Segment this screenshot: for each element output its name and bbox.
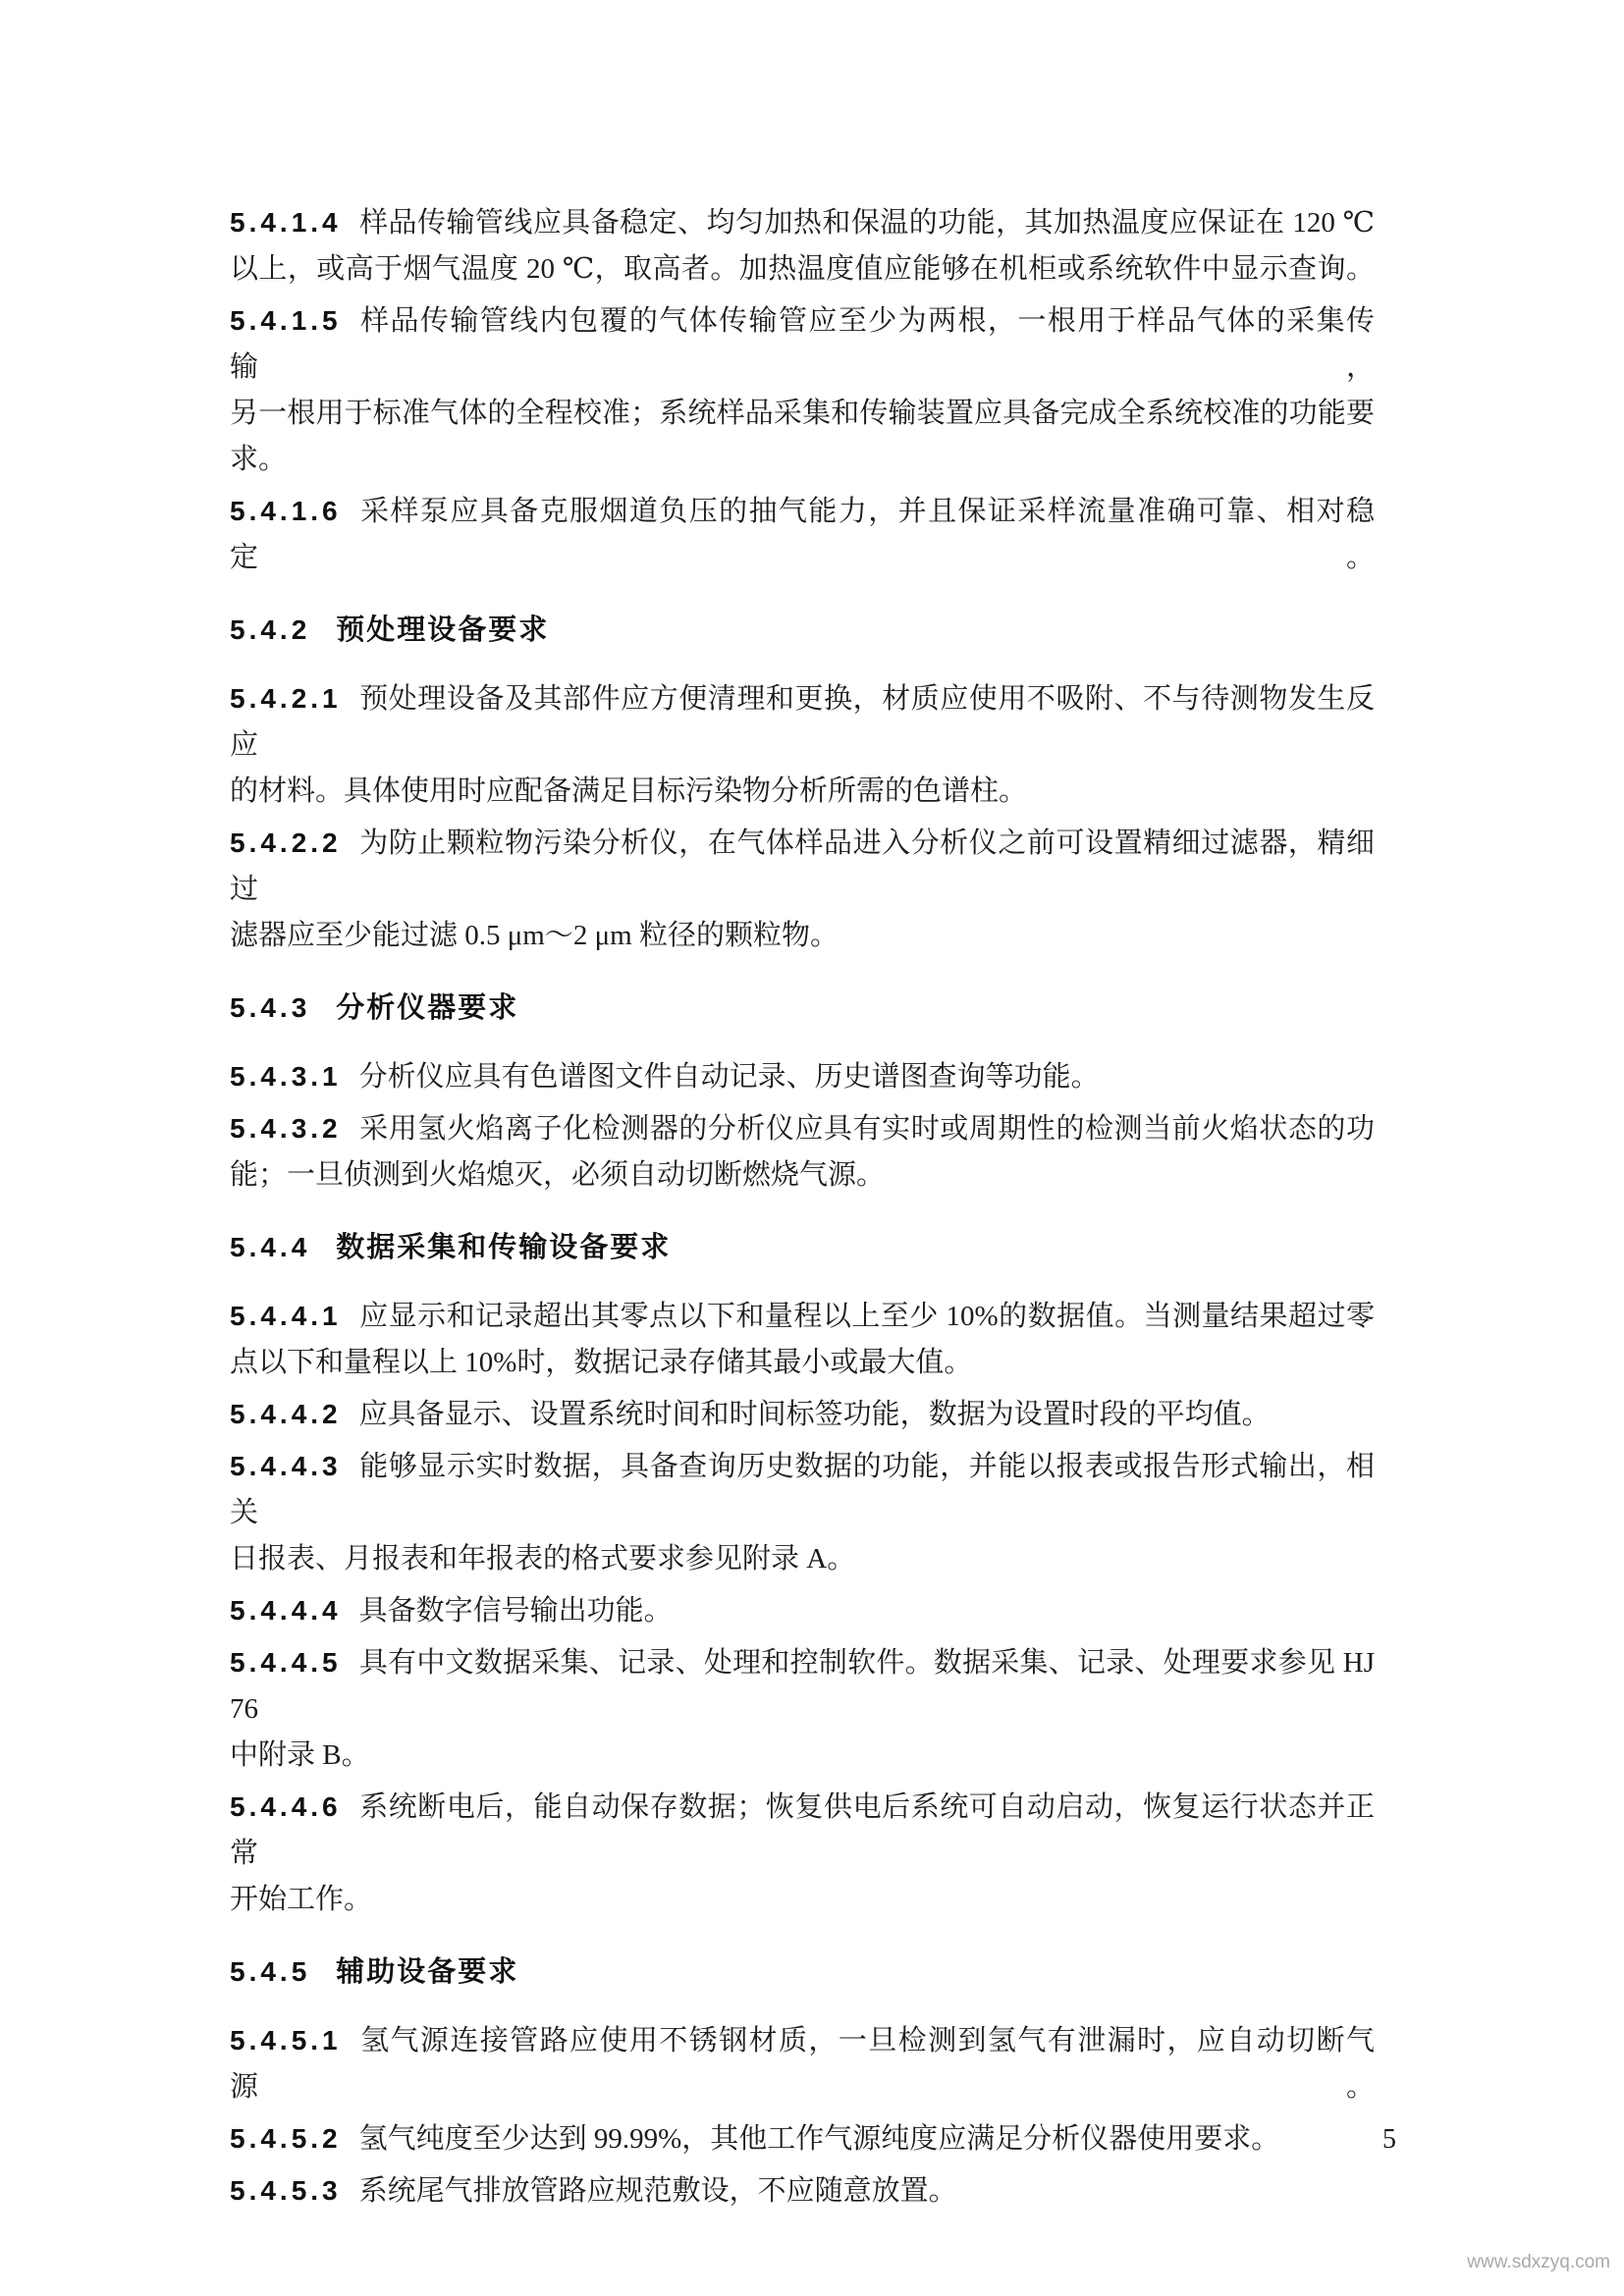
- clause-line: [230, 1639, 1375, 1733]
- clause-number: 5.4.4.4: [230, 1595, 342, 1626]
- clause-text: 分析仪应具有色谱图文件自动记录、历史谱图查询等功能。: [358, 1061, 1100, 1093]
- clause-line: 求。: [230, 444, 288, 475]
- clause-line: 以上，或高于烟气温度 20 ℃，取高者。加热温度值应能够在机柜或系统软件中显示查询。: [230, 253, 1375, 285]
- clause-text: 系统尾气排放管路应规范敷设，不应随意放置。: [358, 2175, 957, 2207]
- clause-number: 5.4.5.2: [230, 2123, 342, 2154]
- clause-number: 5.4.3.2: [230, 1113, 342, 1144]
- section-number: 5.4.2: [230, 614, 311, 645]
- clause-text: 应具备显示、设置系统时间和时间标签功能，数据为设置时段的平均值。: [358, 1399, 1271, 1430]
- clause-number: 5.4.1.5: [230, 305, 342, 336]
- clause-paragraph: [230, 2167, 1375, 2215]
- clause-number: 5.4.4.6: [230, 1791, 342, 1822]
- section-heading: [230, 607, 1375, 654]
- section-title: 辅助设备要求: [336, 1956, 519, 1988]
- clause-number: 5.4.4.5: [230, 1647, 342, 1678]
- clause-text: 具有中文数据采集、记录、处理和控制软件。数据采集、记录、处理要求参见 HJ 76: [230, 1647, 1375, 1725]
- clause-paragraph: [230, 820, 1375, 959]
- section-number: 5.4.4: [230, 1232, 311, 1262]
- clause-text: 预处理设备及其部件应方便清理和更换，材质应使用不吸附、不与待测物发生反应: [230, 683, 1375, 761]
- clause-line: 能；一旦侦测到火焰熄灭，必须自动切断燃烧气源。: [230, 1159, 886, 1191]
- clause-line: 点以下和量程以上 10%时，数据记录存储其最小或最大值。: [230, 1347, 973, 1378]
- clause-line: [230, 2017, 1375, 2110]
- section-title: 预处理设备要求: [336, 614, 550, 646]
- clause-text: 氢气源连接管路应使用不锈钢材质，一旦检测到氢气有泄漏时，应自动切断气源。: [230, 2025, 1375, 2103]
- clause-text: 具备数字信号输出功能。: [358, 1595, 673, 1627]
- clause-line: [230, 2115, 1375, 2163]
- clause-line: [230, 1391, 1375, 1438]
- clause-line: 的材料。具体使用时应配备满足目标污染物分析所需的色谱柱。: [230, 775, 1028, 807]
- document-body: [230, 199, 1375, 2219]
- clause-number: 5.4.2.1: [230, 683, 342, 714]
- clause-paragraph: [230, 1784, 1375, 1923]
- clause-paragraph: [230, 1105, 1375, 1199]
- clause-text: 应显示和记录超出其零点以下和量程以上至少 10%的数据值。当测量结果超过零: [358, 1301, 1375, 1332]
- clause-number: 5.4.4.2: [230, 1399, 342, 1429]
- clause-paragraph: [230, 199, 1375, 293]
- section-number: 5.4.3: [230, 992, 311, 1023]
- clause-paragraph: [230, 1053, 1375, 1100]
- clause-line: [230, 1784, 1375, 1877]
- clause-line: 中附录 B。: [230, 1739, 370, 1771]
- section-heading: [230, 985, 1375, 1032]
- clause-line: 日报表、月报表和年报表的格式要求参见附录 A。: [230, 1543, 856, 1575]
- clause-line: [230, 488, 1375, 581]
- clause-number: 5.4.1.4: [230, 207, 342, 238]
- clause-number: 5.4.5.3: [230, 2175, 342, 2206]
- section-heading: [230, 1224, 1375, 1271]
- clause-number: 5.4.3.1: [230, 1061, 342, 1092]
- clause-paragraph: [230, 1443, 1375, 1582]
- section-title: 数据采集和传输设备要求: [336, 1232, 672, 1263]
- section-title: 分析仪器要求: [336, 992, 519, 1024]
- clause-paragraph: [230, 1639, 1375, 1779]
- clause-paragraph: [230, 2115, 1375, 2163]
- clause-paragraph: [230, 1293, 1375, 1386]
- section-number: 5.4.5: [230, 1956, 311, 1987]
- clause-number: 5.4.4.1: [230, 1301, 342, 1331]
- clause-line: [230, 820, 1375, 913]
- clause-number: 5.4.2.2: [230, 828, 342, 858]
- clause-paragraph: [230, 675, 1375, 815]
- clause-paragraph: [230, 1587, 1375, 1634]
- clause-text: 采样泵应具备克服烟道负压的抽气能力，并且保证采样流量准确可靠、相对稳定。: [230, 496, 1375, 573]
- clause-paragraph: [230, 488, 1375, 581]
- clause-line: 开始工作。: [230, 1884, 373, 1915]
- clause-line: 滤器应至少能过滤 0.5 μm～2 μm 粒径的颗粒物。: [230, 920, 839, 951]
- clause-text: 氢气纯度至少达到 99.99%，其他工作气源纯度应满足分析仪器使用要求。: [358, 2123, 1280, 2155]
- watermark: www.sdxzyq.com: [1467, 2252, 1610, 2272]
- section-heading: [230, 1949, 1375, 1996]
- clause-line: [230, 297, 1375, 391]
- clause-line: [230, 1293, 1375, 1340]
- clause-line: [230, 1105, 1375, 1152]
- clause-number: 5.4.1.6: [230, 496, 342, 526]
- clause-line: 另一根用于标准气体的全程校准；系统样品采集和传输装置应具备完成全系统校准的功能要: [230, 398, 1375, 429]
- clause-text: 样品传输管线内包覆的气体传输管应至少为两根，一根用于样品气体的采集传输，: [230, 305, 1375, 383]
- clause-paragraph: [230, 297, 1375, 483]
- clause-line: [230, 1443, 1375, 1536]
- clause-text: 系统断电后，能自动保存数据；恢复供电后系统可自动启动，恢复运行状态并正常: [230, 1791, 1375, 1869]
- clause-text: 采用氢火焰离子化检测器的分析仪应具有实时或周期性的检测当前火焰状态的功: [358, 1113, 1375, 1145]
- clause-text: 为防止颗粒物污染分析仪，在气体样品进入分析仪之前可设置精细过滤器，精细过: [230, 828, 1375, 905]
- clause-line: [230, 199, 1375, 246]
- clause-paragraph: [230, 2017, 1375, 2110]
- clause-paragraph: [230, 1391, 1375, 1438]
- clause-number: 5.4.4.3: [230, 1451, 342, 1481]
- clause-line: [230, 2167, 1375, 2215]
- clause-text: 能够显示实时数据，具备查询历史数据的功能，并能以报表或报告形式输出，相关: [230, 1451, 1375, 1528]
- clause-number: 5.4.5.1: [230, 2025, 342, 2056]
- clause-line: [230, 1053, 1375, 1100]
- clause-text: 样品传输管线应具备稳定、均匀加热和保温的功能，其加热温度应保证在 120 ℃: [358, 207, 1375, 239]
- page-number: 5: [1382, 2124, 1396, 2155]
- clause-line: [230, 1587, 1375, 1634]
- clause-line: [230, 675, 1375, 769]
